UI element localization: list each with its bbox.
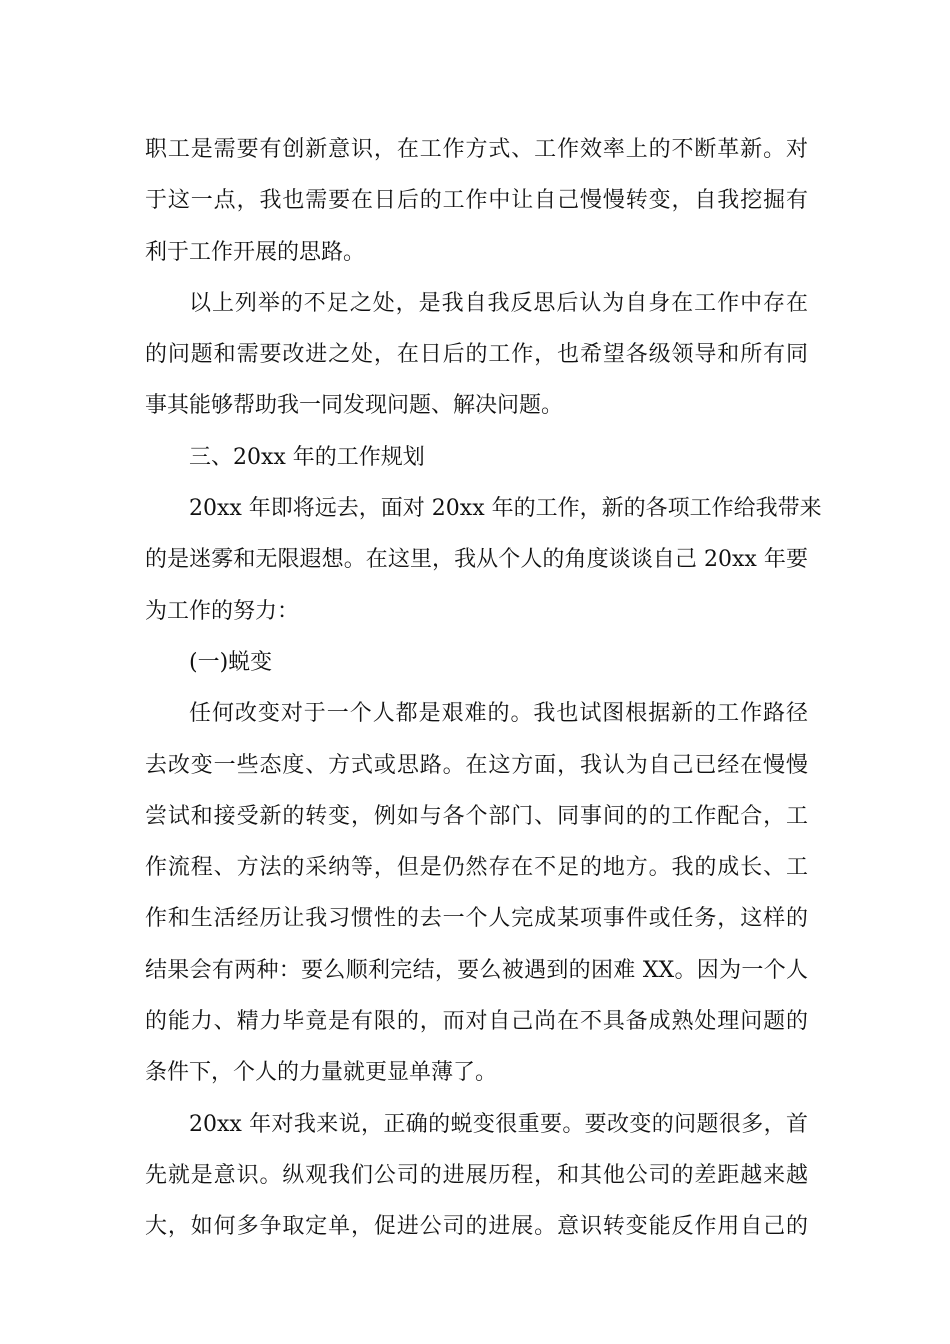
text-line: 作流程、方法的采纳等，但是仍然存在不足的地方。我的成长、工 bbox=[145, 855, 808, 881]
text-line: 的问题和需要改进之处，在日后的工作，也希望各级领导和所有同 bbox=[145, 342, 808, 368]
text-line: 职工是需要有创新意识，在工作方式、工作效率上的不断革新。对 bbox=[145, 137, 808, 162]
text-line: 去改变一些态度、方式或思路。在这方面，我认为自己已经在慢慢 bbox=[145, 752, 808, 778]
text-line: 20xx 年即将远去，面对 20xx 年的工作，新的各项工作给我带来 bbox=[189, 496, 822, 522]
heading-line: 三、20xx 年的工作规划 bbox=[189, 444, 425, 470]
text-line: 大，如何多争取定单，促进公司的进展。意识转变能反作用自己的 bbox=[145, 1214, 808, 1240]
text-line: 先就是意识。纵观我们公司的进展历程，和其他公司的差距越来越 bbox=[145, 1162, 808, 1188]
paragraph-shortcomings bbox=[145, 278, 808, 432]
text-line: 利于工作开展的思路。 bbox=[145, 239, 366, 265]
heading-line: (一)蜕变 bbox=[189, 649, 273, 675]
text-line: 于这一点，我也需要在日后的工作中让自己慢慢转变，自我挖掘有 bbox=[145, 188, 808, 214]
document-body bbox=[145, 124, 822, 1253]
text-line: 结果会有两种：要么顺利完结，要么被遇到的困难 XX。因为一个人 bbox=[145, 957, 808, 983]
text-line: 的是迷雾和无限遐想。在这里，我从个人的角度谈谈自己 20xx 年要 bbox=[145, 547, 808, 573]
text-line: 事其能够帮助我一同发现问题、解决问题。 bbox=[145, 393, 564, 419]
text-line: 20xx 年对我来说，正确的蜕变很重要。要改变的问题很多，首 bbox=[189, 1111, 808, 1137]
text-line: 作和生活经历让我习惯性的去一个人完成某项事件或任务，这样的 bbox=[145, 906, 808, 932]
text-line: 任何改变对于一个人都是艰难的。我也试图根据新的工作路径 bbox=[189, 701, 808, 727]
text-line: 为工作的努力： bbox=[145, 598, 300, 624]
paragraph-change bbox=[145, 688, 808, 1098]
text-line: 条件下，个人的力量就更显单薄了。 bbox=[145, 1060, 498, 1086]
subsection-heading bbox=[145, 637, 808, 688]
paragraph-transformation bbox=[145, 1099, 808, 1253]
text-line: 尝试和接受新的转变，例如与各个部门、同事间的的工作配合，工 bbox=[145, 803, 808, 829]
text-line: 的能力、精力毕竟是有限的，而对自己尚在不具备成熟处理问题的 bbox=[145, 1009, 808, 1035]
section-heading bbox=[145, 432, 808, 483]
paragraph-outlook bbox=[145, 483, 822, 637]
paragraph-innovation bbox=[145, 124, 808, 278]
text-line: 以上列举的不足之处，是我自我反思后认为自身在工作中存在 bbox=[189, 290, 808, 316]
